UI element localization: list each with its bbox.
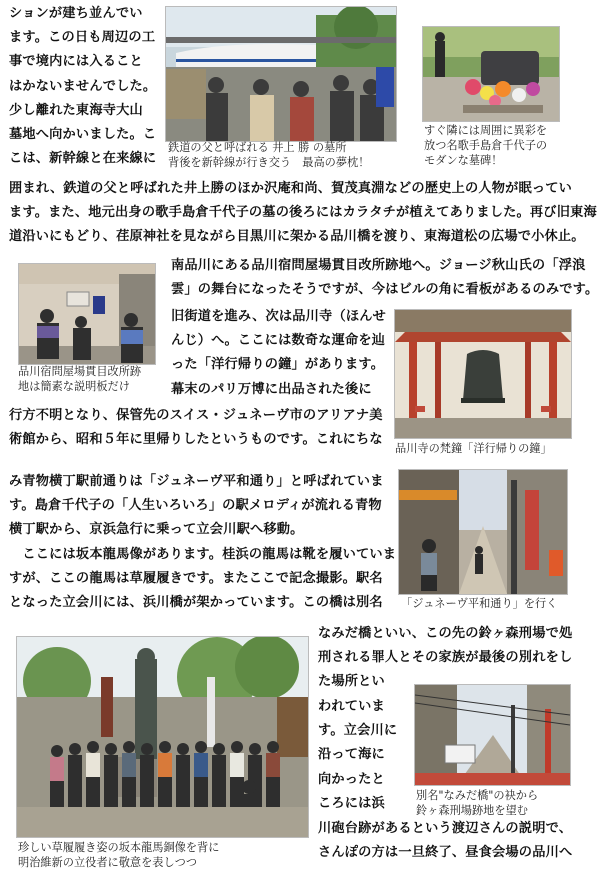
photo-temple-bell [394,309,572,439]
photo-namida-bridge [414,684,571,786]
text-block-7: なみだ橋といい、この先の鈴ヶ森刑場で処 刑される罪人とその家族が最後の別れをし た場所とい [318,626,573,690]
text-block-9: 川砲台跡があるという渡辺さんの説明で、 さんぽの方は一旦終了、昼食会場の品川へ [318,821,573,861]
text-block-6: み青物横丁駅前通りは「ジュネーヴ平和通り」と呼ばれていま す。島倉千代子の「人生いろいろ」の駅メロディが流れる青物 横丁駅から、京浜急行に乗って立会川駅へ移動。 ここには坂本龍馬像があります。桂浜の龍馬は靴を履いていま すが、ここの龍馬は草履履きです。またここで記念撮影。駅名 となった立会川には、浜川橋が架かっています。この橋は別名 [9,474,397,610]
caption-signboard: 品川宿問屋場貫目改所跡 地は簡素な説明板だけ [18,365,142,393]
caption-bridge: 別名"なみだ橋"の袂から 鈴ヶ森刑場跡地を望む [416,789,539,817]
text-block-4: 旧街道を進み、次は品川寺（ほんせ んじ）へ。ここには数奇な運命を辿 った「洋行帰りの鐘」があります。 幕末のパリ万博に出品された後に [171,309,386,397]
text-block-5: 行方不明となり、保管先のスイス・ジュネーヴ市のアリアナ美 術館から、昭和５年に里帰りしたというものです。これにちな [9,408,383,448]
photo-signboard [18,263,156,365]
text-block-2: 囲まれ、鉄道の父と呼ばれた井上勝のほか沢庵和尚、賀茂真淵などの歴史上の人物が眠ってい ます。また、地元出身の歌手島倉千代子の墓の後ろにはカラタチが植えてありました。再び旧東海 道沿いにもどり、荏原神社を見ながら目黒川に架かる品川橋を渡り、東海道松の広場で小休止。 [9,181,597,245]
photo-shimakura-grave [422,26,560,122]
caption-railway: 鉄道の父と呼ばれる 井上 勝 の墓所 背後を新幹線が行き交う 最高の夢枕！ [168,141,370,169]
caption-grave: すぐ隣には周囲に異彩を 放つ名歌手島倉千代子の モダンな墓碑！ [424,124,548,167]
photo-geneva-street [398,469,568,595]
text-block-3: 南品川にある品川宿問屋場貫目改所跡地へ。ジョージ秋山氏の「浮浪 雲」の舞台になったそうですが、今はビルの角に看板があるのみです。 [171,258,599,298]
caption-street: 「ジュネーヴ平和通り」を行く [401,597,558,610]
text-block-1: ションが建ち並んでい ます。この日も周辺の工 事で境内には入ること はかないませんでした。 少し離れた東海寺大山 墓地へ向かいました。こ こは、新幹線と在来線に [9,6,157,167]
caption-group: 珍しい草履履き姿の坂本龍馬銅像を背に 明治維新の立役者に敬意を表しつつ [18,841,220,869]
photo-railway-grave [165,6,397,142]
photo-group-ryoma [16,636,309,838]
caption-bell: 品川寺の梵鐘「洋行帰りの鐘」 [395,442,552,455]
text-block-8: われていま す。立会川に 沿って海に 向かったと ころには浜 [318,699,398,811]
